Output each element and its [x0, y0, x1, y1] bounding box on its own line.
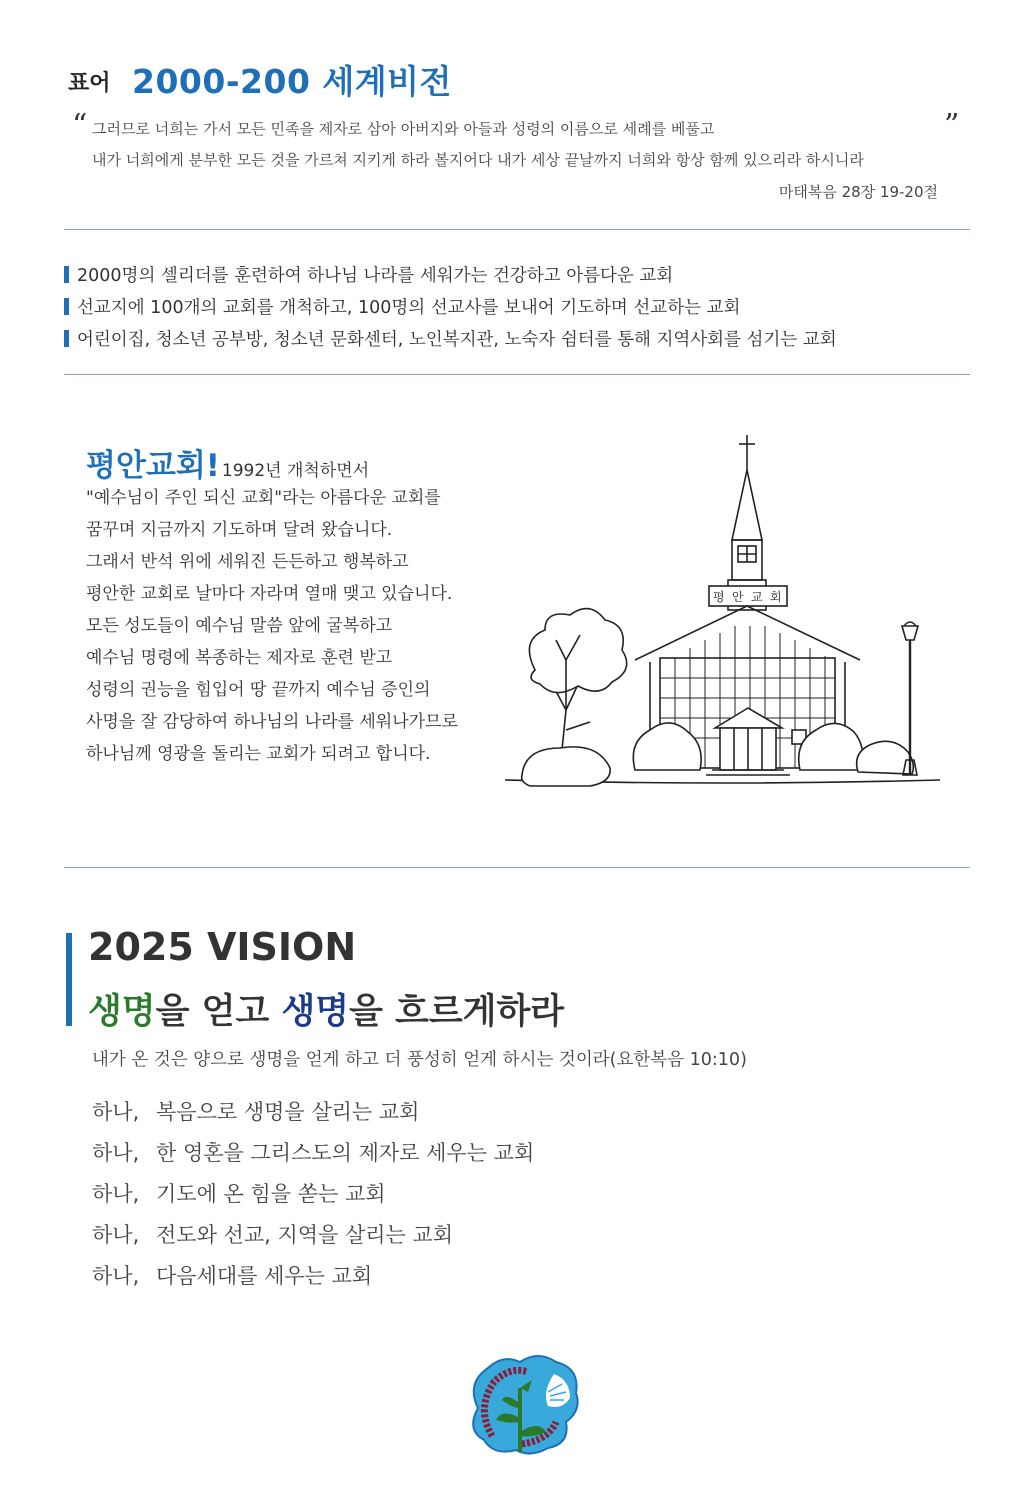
pillar-text: 기도에 온 힘을 쏟는 교회 [156, 1181, 386, 1206]
pillar-text: 복음으로 생명을 살리는 교회 [156, 1099, 420, 1124]
intro-line: 하나님께 영광을 돌리는 교회가 되려고 합니다. [86, 744, 431, 764]
pillar-item [92, 1213, 534, 1254]
pillar-prefix: 하나, [92, 1222, 140, 1247]
scripture-line-1: 그러므로 너희는 가서 모든 민족을 제자로 삼아 아버지와 아들과 성령의 이름으로 세례를 베풀고 [92, 120, 715, 138]
goal-text: 선교지에 100개의 교회를 개척하고, 100명의 선교사를 보내어 기도하며 선교하는 교회 [77, 297, 741, 318]
slogan-highlight-2: 생명 [281, 992, 350, 1032]
sign-char: 회 [770, 590, 782, 604]
vision-pillars [92, 1090, 534, 1295]
vision-slogan [88, 984, 564, 1034]
pillar-prefix: 하나, [92, 1181, 140, 1206]
motto-label: 표어 [68, 71, 111, 96]
intro-line: 성령의 권능을 힘입어 땅 끝까지 예수님 증인의 [86, 680, 431, 700]
vision-title: 2025 VISION [88, 925, 357, 969]
intro-line: 1992년 개척하면서 [221, 461, 370, 481]
church-introduction [86, 440, 516, 770]
intro-line: 평안한 교회로 날마다 자라며 열매 맺고 있습니다. [86, 584, 453, 604]
pillar-text: 다음세대를 세우는 교회 [156, 1263, 373, 1288]
pillar-prefix: 하나, [92, 1099, 140, 1124]
scripture-line-2: 내가 너희에게 분부한 모든 것을 가르쳐 지키게 하라 볼지어다 내가 세상 끝날까지 너희와 항상 함께 있으리라 하시니라 [92, 151, 864, 169]
slogan-highlight-1: 생명 [88, 992, 156, 1032]
motto-title: 2000-200 세계비전 [132, 62, 452, 101]
intro-line: "예수님이 주인 되신 교회"라는 아름다운 교회를 [86, 488, 441, 508]
intro-line: 예수님 명령에 복종하는 제자로 훈련 받고 [86, 648, 393, 668]
scripture-reference: 마태복음 28장 19-20절 [778, 183, 938, 201]
pillar-item [92, 1254, 534, 1295]
bullet-bar-icon [64, 298, 69, 315]
pillar-item [92, 1172, 534, 1213]
intro-line: 그래서 반석 위에 세워진 든든하고 행복하고 [86, 552, 409, 572]
pillar-text: 한 영혼을 그리스도의 제자로 세우는 교회 [156, 1140, 535, 1165]
sign-char: 교 [751, 590, 763, 604]
open-quote-mark: “ [72, 108, 88, 143]
divider [64, 374, 970, 375]
bullet-bar-icon [64, 330, 69, 347]
church-logo-icon [458, 1348, 584, 1458]
bullet-bar-icon [64, 266, 69, 283]
sign-char: 평 [713, 590, 725, 604]
pillar-item [92, 1131, 534, 1172]
goals-list [64, 258, 837, 354]
divider [64, 867, 970, 868]
vision-accent-bar [66, 933, 72, 1026]
slogan-text: 을 얻고 [155, 992, 282, 1032]
goal-text: 2000명의 셀리더를 훈련하여 하나님 나라를 세워가는 건강하고 아름다운 교회 [77, 265, 674, 286]
goal-item [64, 322, 837, 354]
pillar-item [92, 1090, 534, 1131]
close-quote-mark: ” [944, 108, 960, 143]
church-illustration [500, 430, 950, 810]
intro-line: 꿈꾸며 지금까지 기도하며 달려 왔습니다. [86, 520, 393, 540]
slogan-text: 을 흐르게하라 [349, 992, 565, 1032]
intro-line: 모든 성도들이 예수님 말씀 앞에 굴복하고 [86, 616, 393, 636]
intro-line: 사명을 잘 감당하여 하나님의 나라를 세워나가므로 [86, 712, 458, 732]
pillar-text: 전도와 선교, 지역을 살리는 교회 [156, 1222, 454, 1247]
goal-item [64, 258, 837, 290]
church-name: 평안교회! [86, 448, 220, 484]
goal-item [64, 290, 837, 322]
pillar-prefix: 하나, [92, 1263, 140, 1288]
vision-verse: 내가 온 것은 양으로 생명을 얻게 하고 더 풍성히 얻게 하시는 것이라(요한복음 10:10) [92, 1050, 747, 1070]
divider [64, 229, 970, 230]
pillar-prefix: 하나, [92, 1140, 140, 1165]
sign-char: 안 [732, 590, 744, 604]
goal-text: 어린이집, 청소년 공부방, 청소년 문화센터, 노인복지관, 노숙자 쉼터를 통해 지역사회를 섬기는 교회 [77, 329, 837, 350]
